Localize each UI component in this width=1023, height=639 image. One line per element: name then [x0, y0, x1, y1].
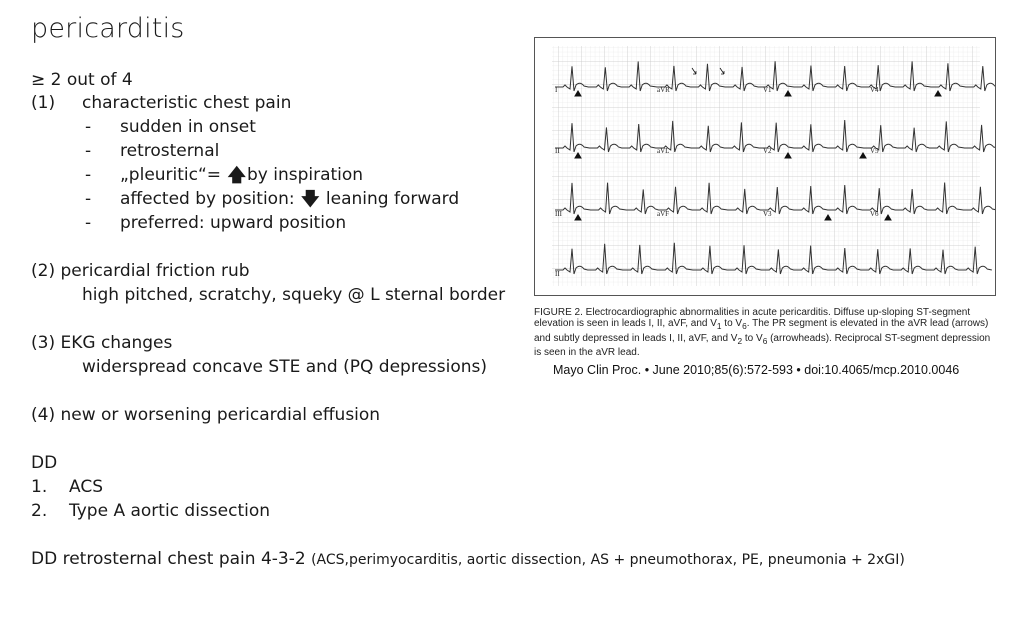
lead-label: II: [555, 270, 560, 278]
slide-title: pericarditis: [31, 13, 185, 44]
sub-item-position: [120, 189, 459, 209]
sub-item-pleuritic-post: by inspiration: [246, 165, 364, 185]
lead-label: V3: [763, 210, 772, 218]
dd-item-number: 1.: [31, 477, 48, 497]
criterion-4-label: (4) new or worsening pericardial effusion: [31, 405, 381, 425]
figure-citation: Mayo Clin Proc. • June 2010;85(6):572-593 • doi:10.4065/mcp.2010.0046: [553, 363, 960, 377]
lead-label: V2: [763, 147, 772, 155]
bullet-dash: -: [85, 141, 92, 161]
up-arrow-icon: 🡅: [227, 165, 246, 186]
lead-label: V6: [870, 210, 879, 218]
criterion-1-number: (1): [31, 93, 56, 113]
down-arrow-icon: 🡇: [300, 189, 320, 210]
caption-subscript: 6: [742, 321, 747, 332]
bullet-dash: -: [85, 213, 92, 233]
sub-item-retrosternal: retrosternal: [120, 141, 220, 161]
lead-label: V4: [870, 86, 879, 94]
bullet-dash: -: [85, 165, 92, 185]
sub-item-position-pre: affected by position:: [120, 189, 300, 209]
bullet-dash: -: [85, 117, 92, 137]
lead-label: aVL: [657, 147, 670, 155]
figure-caption: [534, 307, 1000, 359]
caption-subscript: 1: [716, 321, 722, 332]
sub-item-pleuritic-pre: „pleuritic“=: [120, 165, 227, 185]
bullet-dash: -: [85, 189, 92, 209]
dd-item-number: 2.: [31, 501, 48, 521]
ecg-strip: [535, 38, 995, 295]
dd-note-list: (ACS,perimyocarditis, aortic dissection, AS + pneumothorax, PE, pneumonia + 2xGI): [311, 552, 905, 568]
dd-note-main: DD retrosternal chest pain 4-3-2: [31, 549, 312, 569]
dd-heading: DD: [31, 453, 58, 473]
lead-label: aVF: [657, 210, 670, 218]
dd-item-dissection: Type A aortic dissection: [69, 501, 271, 521]
caption-text: to V: [721, 318, 743, 330]
lead-label: V1: [763, 86, 772, 94]
lead-label: aVR: [657, 86, 670, 94]
lead-label: I: [555, 86, 558, 94]
caption-text: FIGURE 2. Electrocardiographic abnormalities in acute pericarditis. Diffuse up-sloping ST-segment elevation is seen in leads I, II, aVF, and V: [534, 307, 971, 330]
sub-item-pleuritic: [120, 165, 363, 185]
caption-subscript: 2: [737, 335, 743, 346]
criterion-1-label: characteristic chest pain: [82, 93, 292, 113]
criterion-3-detail: widerspread concave STE and (PQ depressions): [82, 357, 488, 377]
caption-text: (arrowheads). Reciprocal ST-segment depression is seen in the aVR lead.: [534, 332, 991, 359]
lead-label: V5: [870, 147, 879, 155]
ecg-grid: [552, 46, 980, 286]
caption-text: . The PR segment is elevated in the aVR lead (arrows) and subtly depressed in leads I, II, aVF, and V: [534, 318, 989, 344]
criterion-2-detail: high pitched, scratchy, squeky @ L sternal border: [82, 285, 506, 305]
criterion-2-label: (2) pericardial friction rub: [31, 261, 250, 281]
criterion-3-label: (3) EKG changes: [31, 333, 173, 353]
lead-label: III: [555, 210, 562, 218]
dd-item-acs: ACS: [69, 477, 103, 497]
criteria-intro: ≥ 2 out of 4: [31, 70, 133, 90]
sub-item-preferred: preferred: upward position: [120, 213, 347, 233]
sub-item-position-post: leaning forward: [320, 189, 460, 209]
ecg-figure: [534, 37, 996, 296]
lead-label: II: [555, 147, 560, 155]
dd-retrosternal-note: [31, 549, 905, 570]
sub-item-onset: sudden in onset: [120, 117, 256, 137]
caption-subscript: 6: [762, 335, 768, 346]
caption-text: to V: [742, 332, 763, 344]
